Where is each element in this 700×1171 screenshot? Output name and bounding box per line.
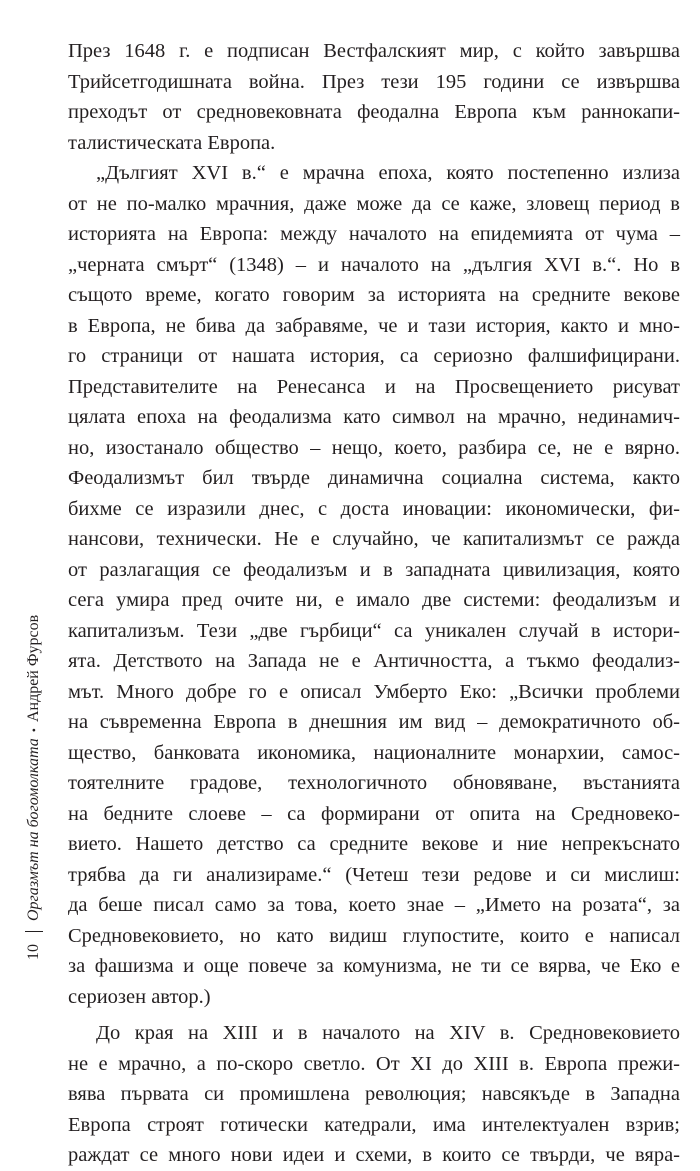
bullet-separator: •: [26, 728, 41, 733]
text-line: Представителите на Ренесанса и на Просвещението рисуват: [68, 375, 680, 398]
text-line: сериозен автор.): [68, 985, 211, 1008]
text-line: капитализъм. Тези „две гърбици“ са уникален случай в истори-: [68, 619, 680, 642]
text-line: мът. Много добре го е описал Умберто Еко: „Всички проблеми: [68, 680, 680, 703]
text-line: раждат се много нови идеи и схеми, в които се твърди, че вяра-: [68, 1144, 680, 1166]
text-line: вява първата си промишлена революция; навсякъде в Западна: [68, 1083, 680, 1105]
text-line: бихме се изразили днес, с доста иновации: икономически, фи-: [68, 497, 680, 520]
text-line: от разлагащия се феодализъм и в западната цивилизация, която: [68, 558, 680, 581]
text-line: щество, банковата икономика, националните монархии, самос-: [68, 741, 680, 764]
running-head-divider: [25, 931, 43, 932]
text-line: на бедните слоеве – са формирани от опита на Средновеко-: [68, 802, 680, 825]
running-head: [14, 140, 54, 960]
book-title: Оргазмът на богомолката: [25, 738, 42, 921]
page-number: 10: [25, 944, 42, 960]
text-line: за фашизма и още повече за комунизма, не ти се вярва, че Еко е: [68, 955, 680, 977]
text-line: цялата епоха на феодализма като символ на мрачно, нединамич-: [68, 406, 680, 428]
text-line: Средновековието, но като видиш глупостите, които е написал: [68, 924, 680, 947]
text-line: в Европа, не бива да забравяме, че и тази история, както и мно-: [68, 314, 680, 337]
text-line: нансови, технически. Не е случайно, че капитализмът се ражда: [68, 528, 680, 550]
text-line: на съвременна Европа в днешния им вид – демократичното об-: [68, 711, 680, 733]
body-text: [68, 36, 680, 1171]
text-line: талистическата Европа.: [68, 131, 276, 154]
text-line: Феодализмът бил твърде динамична социална система, както: [68, 467, 680, 489]
text-line: През 1648 г. е подписан Вестфалският мир, с който завършва: [68, 40, 680, 62]
author-name: Андрей Фурсов: [25, 614, 42, 723]
text-line: тоятелните градове, технологичното обновяване, въстанията: [68, 772, 680, 794]
text-line: вието. Нашето детство са средните векове и ние непрекъснато: [68, 833, 680, 855]
text-line: „Дългият XVI в.“ е мрачна епоха, която постепенно излиза: [96, 162, 680, 184]
text-line: да беше писал само за това, което знае – „Името на розата“, за: [68, 894, 680, 916]
running-head-text: [14, 140, 54, 960]
text-line: сега умира пред очите ни, е имало две системи: феодализъм и: [68, 589, 680, 611]
text-line: До края на XIII и в началото на XIV в. Средновековието: [96, 1022, 680, 1044]
text-line: историята на Европа: между началото на епидемията от чума –: [68, 223, 680, 245]
text-line: трябва да ги анализираме.“ (Четеш тези редове и си мислиш:: [68, 863, 680, 886]
text-line: преходът от средновековната феодална Европа към раннокапи-: [68, 101, 680, 123]
text-line: „черната смърт“ (1348) – и началото на „дългия XVI в.“. Но в: [68, 253, 680, 276]
text-line: от не по-малко мрачния, даже може да се каже, зловещ период в: [68, 192, 680, 215]
text-line: не е мрачно, а по-скоро светло. От XI до XIII в. Европа прежи-: [68, 1052, 680, 1075]
text-line: Европа строят готически катедрали, има интелектуален взрив;: [68, 1113, 680, 1136]
text-line: но, изостанало общество – нещо, което, разбира се, не е вярно.: [68, 436, 680, 459]
text-line: Трийсетгодишната война. През тези 195 години се извършва: [68, 70, 680, 93]
text-line: ята. Детството на Запада не е Античността, а тъкмо феодализ-: [68, 650, 680, 672]
text-line: го страници от нашата история, са сериозно фалшифицирани.: [68, 345, 680, 367]
text-line: същото време, когато говорим за историята на средните векове: [68, 284, 680, 306]
